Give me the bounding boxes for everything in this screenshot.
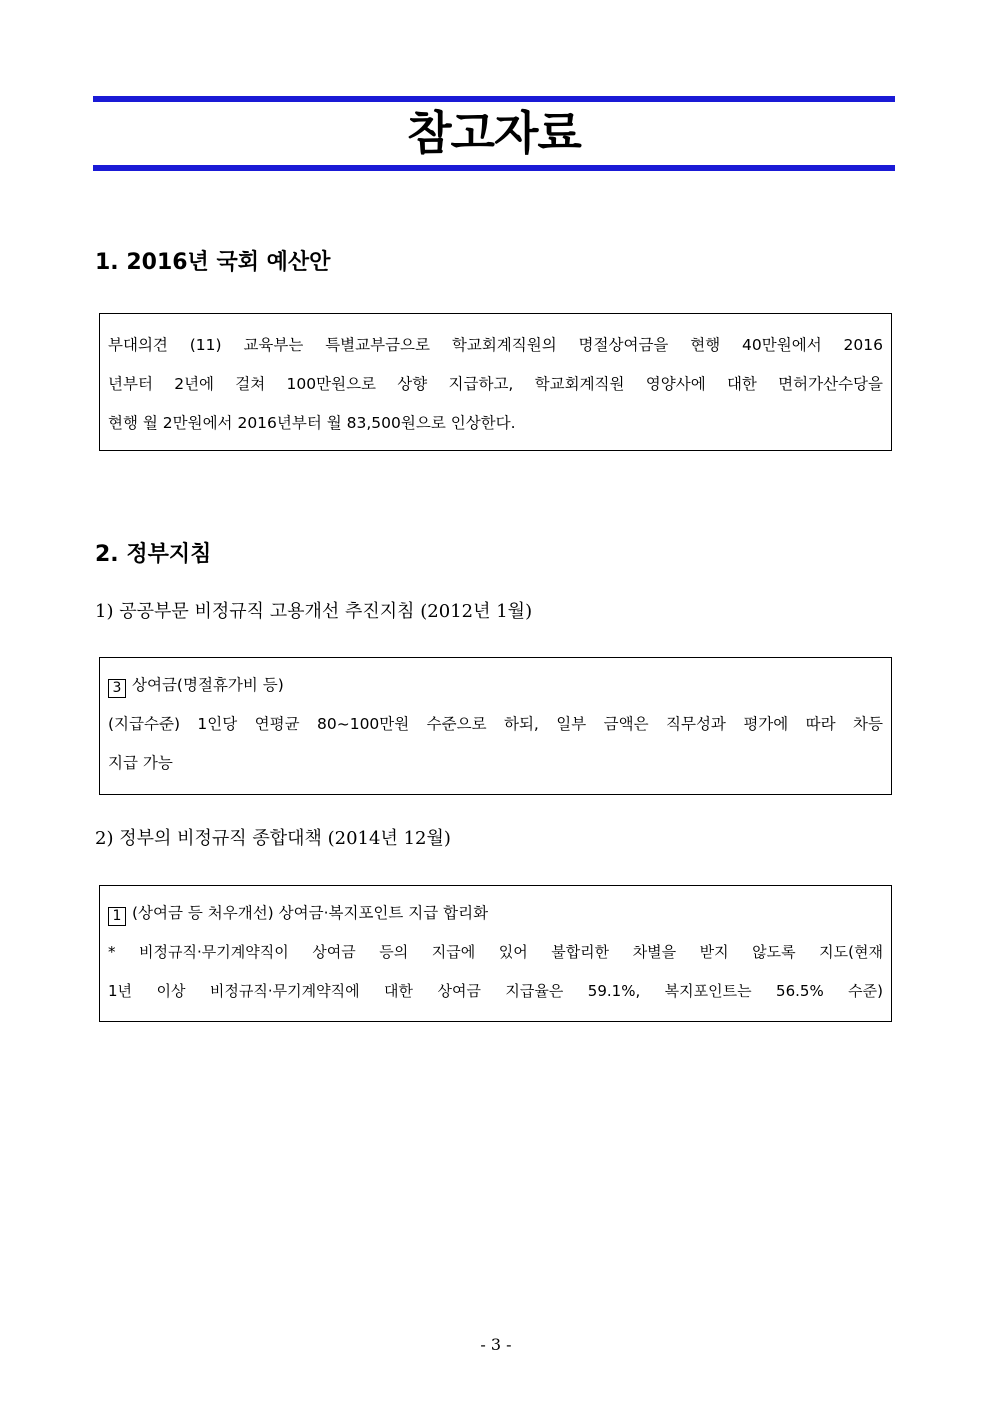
budget-opinion-line: 부대의견 (11) 교육부는 특별교부금으로 학교회계직원의 명절상여금을 현행 40만원에서 2016 <box>108 336 883 354</box>
section-heading-budget: 1. 2016년 국회 예산안 <box>95 250 331 275</box>
item-title-text: (상여금 등 처우개선) 상여금·복지포인트 지급 합리화 <box>132 904 489 922</box>
title-bottom-rule <box>93 165 895 171</box>
item-title-text: 상여금(명절휴가비 등) <box>132 676 284 694</box>
guideline-footnote-line: 1년 이상 비정규직·무기계약직에 대한 상여금 지급율은 59.1%, 복지포인트는 56.5% 수준) <box>108 982 883 1000</box>
guideline-2012-box <box>99 657 892 795</box>
guideline-line: (지급수준) 1인당 연평균 80~100만원 수준으로 하되, 일부 금액은 직무성과 평가에 따라 차등 <box>108 715 883 733</box>
item-number-badge: 1 <box>108 907 126 926</box>
guideline-footnote-line: * 비정규직·무기계약직이 상여금 등의 지급에 있어 불합리한 차별을 받지 않도록 지도(현재 <box>108 943 883 961</box>
item-number-badge: 3 <box>108 679 126 698</box>
page-number: - 3 - <box>480 1335 512 1354</box>
section-heading-guidelines: 2. 정부지침 <box>95 542 212 567</box>
budget-opinion-line: 현행 월 2만원에서 2016년부터 월 83,500원으로 인상한다. <box>108 414 516 432</box>
document-title: 참고자료 <box>407 106 581 160</box>
guideline-line: 지급 가능 <box>108 754 173 772</box>
budget-opinion-line: 년부터 2년에 걸쳐 100만원으로 상향 지급하고, 학교회계직원 영양사에 대한 면허가산수당을 <box>108 375 883 393</box>
budget-opinion-box <box>99 313 892 451</box>
guideline-item-title <box>108 894 883 933</box>
subsection-heading-2014: 2) 정부의 비정규직 종합대책 (2014년 12월) <box>95 828 451 849</box>
guideline-2014-box <box>99 885 892 1022</box>
title-top-rule <box>93 96 895 102</box>
subsection-heading-2012: 1) 공공부문 비정규직 고용개선 추진지침 (2012년 1월) <box>95 601 533 622</box>
guideline-item-title <box>108 666 883 705</box>
